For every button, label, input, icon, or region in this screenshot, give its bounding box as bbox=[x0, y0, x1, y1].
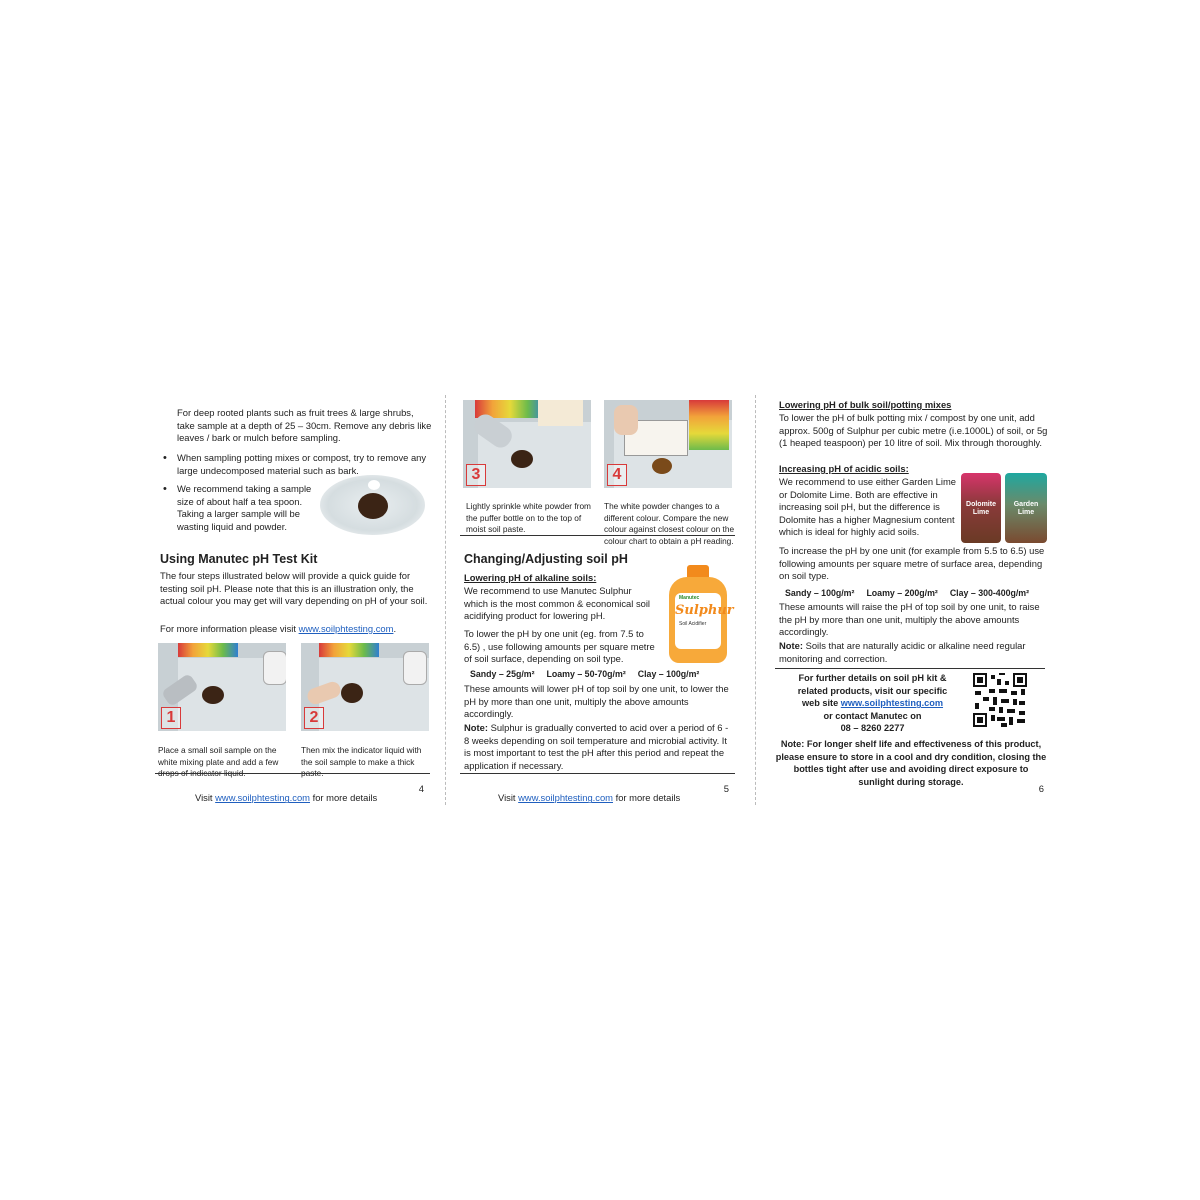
bullet-potting: • When sampling potting mixes or compost, try to remove any large undecomposed material such as bark. bbox=[159, 452, 445, 477]
page-divider bbox=[445, 395, 446, 805]
bulk-soil-subheading: Lowering pH of bulk soil/potting mixes bbox=[779, 399, 952, 410]
footer-prefix: Visit bbox=[498, 792, 519, 804]
sulphur-amounts bbox=[470, 669, 699, 679]
lime-recommendation: We recommend to use either Garden Lime or Dolomite Lime. Both are effective in increasing soil pH, but the difference is Dolomite has a higher Magnesium content which is ideal for highly acid soils. bbox=[779, 476, 956, 538]
bullet-sample-size: • We recommend taking a sample size of about half a tea spoon. Taking a larger sample will be wasting liquid and powder. bbox=[159, 483, 329, 533]
step3-number: 3 bbox=[466, 464, 486, 486]
footer-rule bbox=[155, 773, 430, 774]
page-5 bbox=[460, 395, 735, 805]
contact-line-2: related products, visit our specific bbox=[797, 685, 948, 696]
page-number: 5 bbox=[723, 783, 729, 794]
step2-caption: Then mix the indicator liquid with the soil sample to make a thick paste. bbox=[301, 745, 422, 779]
raise-ph-text: To increase the pH by one unit (for example from 5.5 to 6.5) use following amounts per square metre of surface area, depending on soil type. bbox=[779, 545, 1045, 582]
intro-text: For deep rooted plants such as fruit trees & large shrubs, take sample at a depth of 25 – 30cm. Remove any debris like leaves / bark or mulch before sampling. bbox=[177, 407, 432, 444]
footer-link[interactable]: www.soilphtesting.com bbox=[215, 792, 310, 804]
footer-prefix: Visit bbox=[195, 792, 216, 804]
amount-clay: Clay – 100g/m² bbox=[637, 669, 700, 679]
footer-suffix: for more details bbox=[310, 792, 378, 804]
contact-prefix: web site bbox=[801, 698, 841, 709]
page-6 bbox=[775, 395, 1050, 805]
step4-number: 4 bbox=[607, 464, 627, 486]
footer-link[interactable]: www.soilphtesting.com bbox=[518, 792, 613, 804]
page4-heading: Using Manutec pH Test Kit bbox=[160, 552, 318, 566]
note-text: Sulphur is gradually converted to acid over a period of 6 - 8 weeks depending on soil temperature and microbial activity. It is most important to test the pH after this period and repeat the application if necessary. bbox=[464, 722, 729, 771]
amount-explanation: These amounts will lower pH of top soil by one unit, to lower the pH by more than one unit, multiply the above amounts accordingly. bbox=[464, 683, 729, 720]
contact-block bbox=[780, 672, 965, 735]
more-info-link[interactable]: www.soilphtesting.com bbox=[298, 623, 394, 634]
contact-line-4: or contact Manutec on bbox=[823, 710, 922, 721]
alkaline-subheading: Lowering pH of alkaline soils: bbox=[464, 572, 597, 583]
amount-clay: Clay – 300-400g/m² bbox=[949, 588, 1030, 598]
section-rule bbox=[775, 668, 1045, 669]
dolomite-lime-bag bbox=[961, 473, 1001, 543]
step1-number: 1 bbox=[161, 707, 181, 729]
bottle-product-name: Sulphur bbox=[675, 603, 734, 618]
note-text: Soils that are naturally acidic or alkaline need regular monitoring and correction. bbox=[779, 640, 1026, 664]
contact-line-1: For further details on soil pH kit & bbox=[798, 673, 947, 683]
sulphur-note bbox=[464, 722, 736, 772]
soil-sample-image bbox=[320, 475, 425, 535]
amount-sandy: Sandy – 100g/m² bbox=[785, 588, 855, 598]
step4-caption: The white powder changes to a different colour. Compare the new colour against closest colour on the colour chart to obtain a pH reading. bbox=[604, 501, 735, 546]
dolomite-label: Dolomite Lime bbox=[966, 501, 996, 516]
page4-guide-text: The four steps illustrated below will provide a quick guide for testing soil pH. Please note that this is an illustration only, the actual colour you may get will vary depending on pH of your soil. bbox=[160, 570, 428, 607]
lime-amounts bbox=[785, 588, 1029, 598]
lower-ph-text: To lower the pH by one unit (eg. from 7.5 to 6.5) , use following amounts per square metre of soil surface, depending on soil type. bbox=[464, 628, 655, 665]
qr-code[interactable] bbox=[973, 673, 1027, 727]
storage-note: Note: For longer shelf life and effectiveness of this product, please ensure to store in a cool and dry condition, closing the bottles tight after use and avoiding direct exposure to sunlight during storage. bbox=[775, 739, 1047, 787]
step1-photo bbox=[158, 643, 286, 731]
page5-footer bbox=[498, 792, 718, 803]
step3-caption: Lightly sprinkle white powder from the puffer bottle on to the top of moist soil paste. bbox=[466, 501, 591, 535]
bulk-soil-text: To lower the pH of bulk potting mix / compost by one unit, add approx. 500g of Sulphur per cubic metre (i.e.1000L) of soil, or 5g (1 heaped teaspoon) per 10 litre of soil. Mix through thoroughly. bbox=[779, 412, 1048, 449]
more-info-text bbox=[160, 623, 430, 636]
bottle-subtitle: Soil Acidifier bbox=[679, 621, 707, 627]
garden-lime-bag bbox=[1005, 473, 1047, 543]
bottle-brand: Manutec bbox=[679, 595, 700, 601]
amount-loamy: Loamy – 50-70g/m² bbox=[546, 669, 626, 679]
sulphur-recommendation: We recommend to use Manutec Sulphur which is the most common & economical soil acidifying product for lowering pH. bbox=[464, 585, 651, 622]
amount-loamy: Loamy – 200g/m² bbox=[866, 588, 938, 598]
section-rule bbox=[460, 535, 735, 536]
note-label: Note: bbox=[464, 722, 488, 733]
garden-lime-label: Garden Lime bbox=[1013, 501, 1039, 516]
more-info-suffix: . bbox=[393, 623, 397, 634]
page-number: 4 bbox=[418, 783, 424, 794]
amount-sandy: Sandy – 25g/m² bbox=[470, 669, 535, 679]
step1-caption: Place a small soil sample on the white mixing plate and add a few drops of indicator liquid. bbox=[158, 745, 279, 779]
step4-photo bbox=[604, 400, 732, 488]
page4-footer bbox=[195, 792, 415, 803]
page-4 bbox=[155, 395, 430, 805]
contact-line-3 bbox=[780, 697, 965, 710]
step3-photo bbox=[463, 400, 591, 488]
contact-website-link[interactable]: www.soilphtesting.com bbox=[840, 698, 944, 709]
sulphur-bottle-image bbox=[665, 565, 734, 665]
more-info-prefix: For more information please visit bbox=[160, 623, 299, 634]
page-number: 6 bbox=[1038, 783, 1044, 794]
acidic-soils-subheading: Increasing pH of acidic soils: bbox=[779, 463, 909, 474]
footer-suffix: for more details bbox=[613, 792, 681, 804]
page-divider bbox=[755, 395, 756, 805]
footer-rule bbox=[460, 773, 735, 774]
lime-amount-explanation: These amounts will raise the pH of top soil by one unit, to raise the pH by more than one unit, multiply the above amounts accordingly. bbox=[779, 601, 1040, 638]
contact-phone: 08 – 8260 2277 bbox=[840, 723, 905, 734]
step2-number: 2 bbox=[304, 707, 324, 729]
step2-photo bbox=[301, 643, 429, 731]
note-label: Note: bbox=[779, 640, 803, 651]
page5-heading: Changing/Adjusting soil pH bbox=[464, 552, 628, 566]
monitoring-note bbox=[779, 640, 1051, 665]
